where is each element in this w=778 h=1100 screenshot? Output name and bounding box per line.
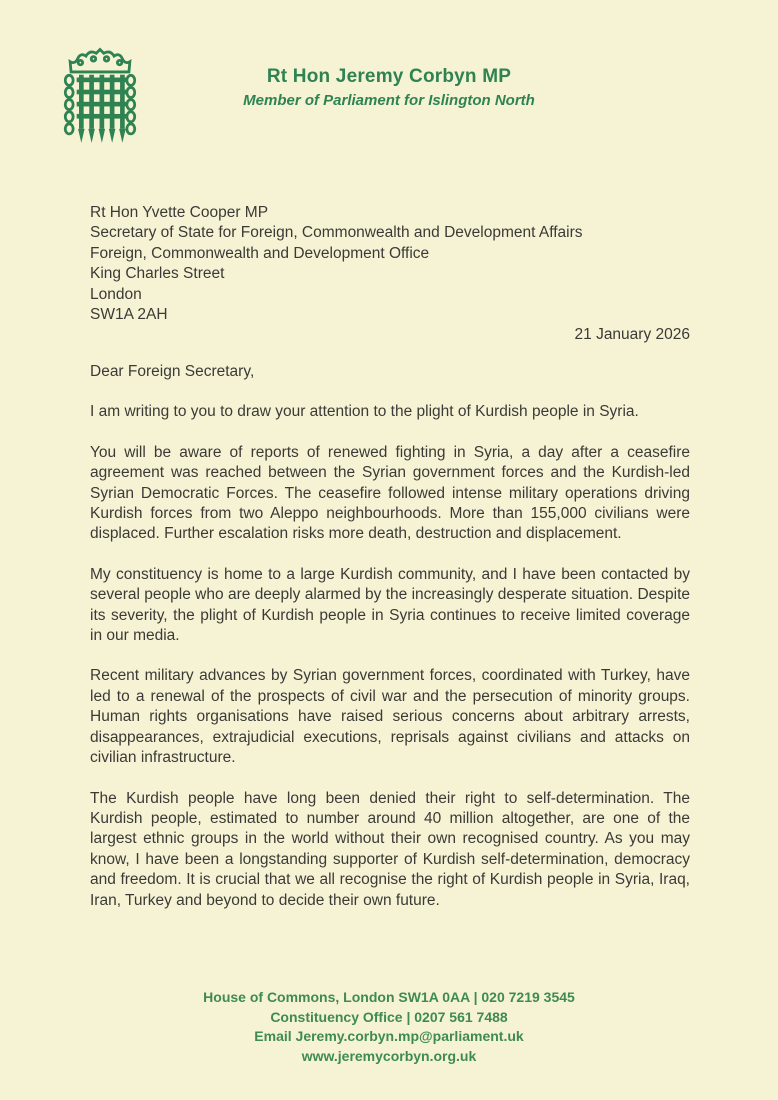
letterhead-name: Rt Hon Jeremy Corbyn MP [266, 66, 512, 87]
recipient-line: London [90, 285, 142, 303]
footer-line-address-phone: House of Commons, London SW1A 0AA | 020 7219 3545 [203, 989, 575, 1005]
recipient-line: King Charles Street [90, 265, 225, 283]
recipient-line: Rt Hon Yvette Cooper MP [90, 204, 269, 221]
paragraph: I am writing to you to draw your attention to the plight of Kurdish people in Syria. [90, 403, 639, 421]
paragraph: Recent military advances by Syrian government forces, coordinated with Turkey, have led to a renewal of the prospects of civil war and the persecution of minority groups. Human rights organisations have raised serious concerns about arbitrary arrests, disappearances, extrajudicial executions, reprisals against civilians and attacks on civilian infrastructure. [90, 667, 690, 767]
letter-date: 21 January 2026 [574, 326, 690, 343]
salutation: Dear Foreign Secretary, [90, 363, 255, 380]
footer-line-email: Email Jeremy.corbyn.mp@parliament.uk [254, 1028, 524, 1044]
letter-body [90, 362, 690, 931]
paragraph: My constituency is home to a large Kurdish community, and I have been contacted by several people who are deeply alarmed by the increasingly desperate situation. Despite its severity, the plight of Kurdish people in Syria continues to receive limited coverage in our media. [90, 565, 690, 645]
footer-line-constituency-phone: Constituency Office | 0207 561 7488 [270, 1008, 508, 1025]
recipient-line: Foreign, Commonwealth and Development Office [90, 244, 430, 262]
letterhead-role: Member of Parliament for Islington North [243, 92, 535, 109]
letterhead [0, 66, 778, 109]
paragraph: You will be aware of reports of renewed fighting in Syria, a day after a ceasefire agreement was reached between the Syrian government forces and the Kurdish-led Syrian Democratic Forces. The ceasefire followed intense military operations driving Kurdish forces from two Aleppo neighbourhoods. More than 155,000 civilians were displaced. Further escalation risks more death, destruction and displacement. [90, 443, 690, 543]
recipient-address [90, 203, 583, 325]
recipient-line: SW1A 2AH [90, 306, 168, 324]
footer-line-website: www.jeremycorbyn.org.uk [301, 1047, 477, 1064]
paragraph: The Kurdish people have long been denied their right to self-determination. The Kurdish people, estimated to number around 40 million altogether, are one of the largest ethnic groups in the world without their own recognised country. As you may know, I have been a longstanding supporter of Kurdish self-determination, democracy and freedom. It is crucial that we all recognise the right of Kurdish people in Syria, Iraq, Iran, Turkey and beyond to decide their own future. [90, 789, 690, 909]
letter-footer [0, 988, 778, 1066]
recipient-line: Secretary of State for Foreign, Commonwealth and Development Affairs [90, 224, 583, 242]
